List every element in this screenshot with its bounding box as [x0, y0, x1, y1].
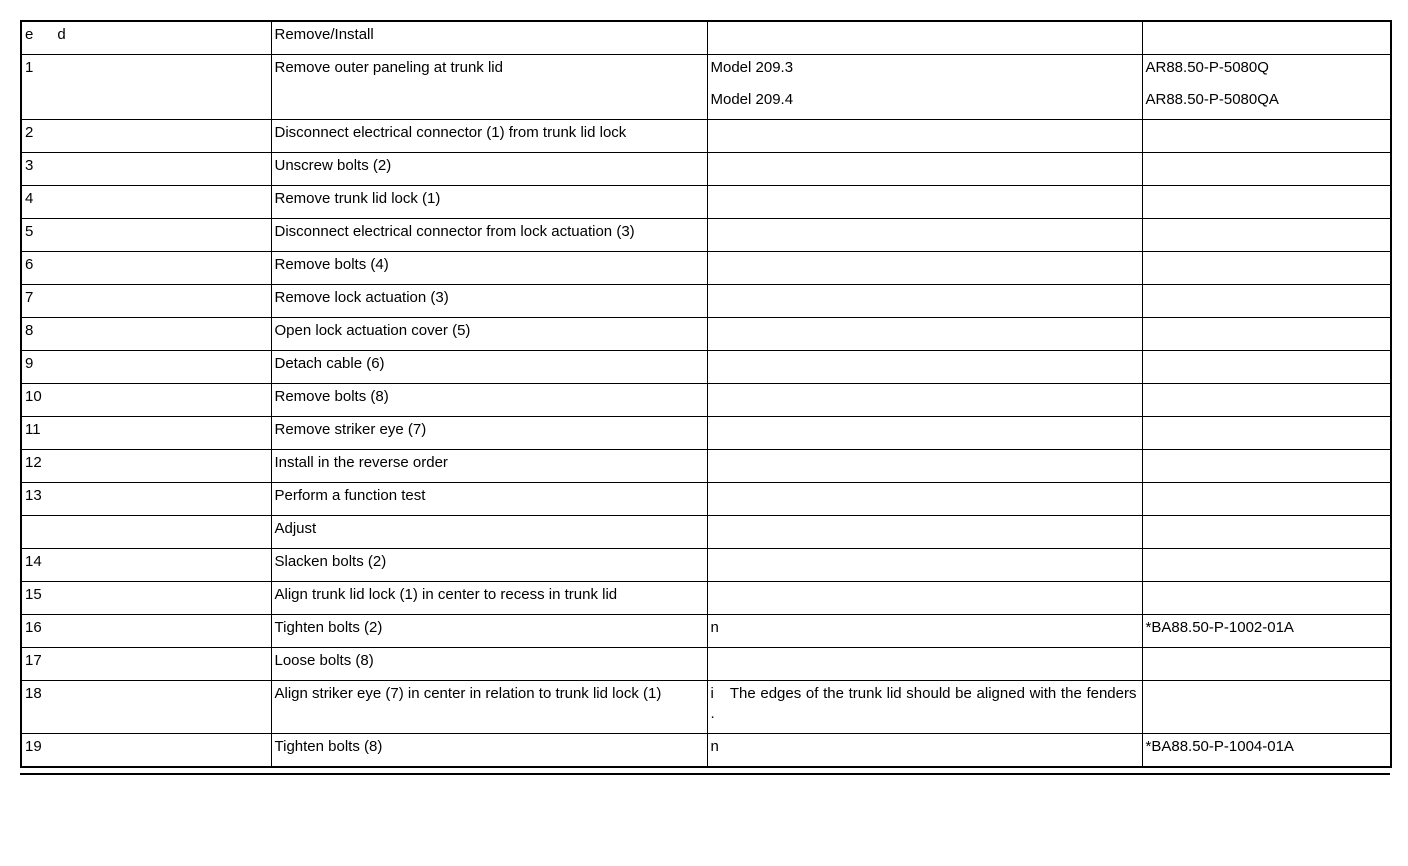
description-cell: Perform a function test: [271, 483, 707, 516]
reference-cell: [1142, 186, 1391, 219]
table-row: [21, 285, 1391, 318]
description-cell: Slacken bolts (2): [271, 549, 707, 582]
description-cell: Adjust: [271, 516, 707, 549]
description-cell: Disconnect electrical connector from lock actuation (3): [271, 219, 707, 252]
note-cell: [707, 318, 1142, 351]
description-cell: Remove lock actuation (3): [271, 285, 707, 318]
note-cell: [707, 55, 1142, 120]
reference-cell: [1142, 417, 1391, 450]
note-cell: [707, 285, 1142, 318]
table-row: [21, 417, 1391, 450]
description-cell: Remove bolts (8): [271, 384, 707, 417]
description-cell: Remove outer paneling at trunk lid: [271, 55, 707, 120]
reference-cell: [1142, 681, 1391, 734]
step-cell: [21, 21, 271, 55]
note-cell: [707, 450, 1142, 483]
step-number: 12: [25, 454, 42, 471]
step-number: 14: [25, 553, 42, 570]
step-cell: [21, 351, 271, 384]
procedure-table-body: [21, 21, 1391, 767]
description-cell: Remove trunk lid lock (1): [271, 186, 707, 219]
note-cell: [707, 153, 1142, 186]
step-cell: [21, 582, 271, 615]
note-cell: [707, 351, 1142, 384]
description-cell: Align trunk lid lock (1) in center to recess in trunk lid: [271, 582, 707, 615]
step-number: 16: [25, 619, 42, 636]
step-number: 1: [25, 59, 34, 76]
reference-cell: [1142, 252, 1391, 285]
note-symbol-icon: n: [710, 619, 719, 636]
reference-cell: [1142, 351, 1391, 384]
step-number: 2: [25, 124, 34, 141]
table-row: [21, 153, 1391, 186]
description-cell: Remove/Install: [271, 21, 707, 55]
note-cell: [707, 417, 1142, 450]
step-number: 10: [25, 388, 42, 405]
table-row: [21, 318, 1391, 351]
table-row: [21, 219, 1391, 252]
reference-cell: [1142, 450, 1391, 483]
table-row: [21, 582, 1391, 615]
note-symbol-icon: n: [710, 738, 719, 755]
description-cell: Install in the reverse order: [271, 450, 707, 483]
table-row: [21, 549, 1391, 582]
table-row: [21, 186, 1391, 219]
note-cell: [707, 734, 1142, 768]
header-symbol-icon: e: [25, 26, 34, 43]
step-cell: [21, 681, 271, 734]
note-cell: [707, 120, 1142, 153]
step-cell: [21, 516, 271, 549]
table-row: [21, 120, 1391, 153]
note-cell: [707, 21, 1142, 55]
step-number: 11: [25, 421, 41, 438]
note-line: Model 209.4: [710, 91, 794, 108]
step-cell: [21, 384, 271, 417]
note-cell: [707, 615, 1142, 648]
table-row: [21, 483, 1391, 516]
step-number: 8: [25, 322, 34, 339]
note-cell: [707, 252, 1142, 285]
table-row: [21, 648, 1391, 681]
step-cell: [21, 252, 271, 285]
table-row: [21, 55, 1391, 120]
procedure-table: [20, 20, 1392, 768]
description-cell: Disconnect electrical connector (1) from trunk lid lock: [271, 120, 707, 153]
note-cell: [707, 516, 1142, 549]
step-cell: [21, 285, 271, 318]
reference-cell: [1142, 153, 1391, 186]
note-cell: [707, 549, 1142, 582]
reference-cell: [1142, 120, 1391, 153]
step-number: 9: [25, 355, 34, 372]
note-cell: [707, 681, 1142, 734]
step-cell: [21, 450, 271, 483]
step-number: 3: [25, 157, 34, 174]
step-cell: [21, 648, 271, 681]
reference-cell: [1142, 219, 1391, 252]
info-symbol-icon: i: [710, 685, 714, 702]
reference-cell: [1142, 582, 1391, 615]
description-cell: Detach cable (6): [271, 351, 707, 384]
reference-line: *BA88.50-P-1004-01A: [1145, 738, 1294, 755]
note-cell: [707, 648, 1142, 681]
description-cell: Remove bolts (4): [271, 252, 707, 285]
table-row: [21, 734, 1391, 768]
reference-cell: [1142, 483, 1391, 516]
table-row: [21, 21, 1391, 55]
description-cell: Remove striker eye (7): [271, 417, 707, 450]
description-cell: Align striker eye (7) in center in relation to trunk lid lock (1): [271, 681, 707, 734]
step-cell: [21, 549, 271, 582]
note-line: Model 209.3: [710, 59, 794, 76]
reference-cell: [1142, 549, 1391, 582]
note-cell: [707, 582, 1142, 615]
note-cell: [707, 219, 1142, 252]
step-number: 18: [25, 685, 42, 702]
reference-cell: [1142, 21, 1391, 55]
description-cell: Unscrew bolts (2): [271, 153, 707, 186]
step-cell: [21, 120, 271, 153]
step-cell: [21, 483, 271, 516]
step-number: 15: [25, 586, 42, 603]
reference-line: *BA88.50-P-1002-01A: [1145, 619, 1294, 636]
note-cell: [707, 483, 1142, 516]
table-row: [21, 615, 1391, 648]
step-cell: [21, 615, 271, 648]
description-cell: Tighten bolts (8): [271, 734, 707, 768]
reference-line: AR88.50-P-5080QA: [1145, 91, 1279, 108]
step-number: 7: [25, 289, 34, 306]
table-row: [21, 351, 1391, 384]
step-cell: [21, 186, 271, 219]
reference-cell: [1142, 285, 1391, 318]
reference-line: AR88.50-P-5080Q: [1145, 59, 1269, 76]
table-row: [21, 384, 1391, 417]
reference-cell: [1142, 516, 1391, 549]
step-cell: [21, 734, 271, 768]
footer-rule: [20, 773, 1390, 775]
step-cell: [21, 219, 271, 252]
table-row: [21, 450, 1391, 483]
reference-cell: [1142, 648, 1391, 681]
table-row: [21, 516, 1391, 549]
reference-cell: [1142, 318, 1391, 351]
step-cell: [21, 417, 271, 450]
table-row: [21, 252, 1391, 285]
step-number: 6: [25, 256, 34, 273]
info-note: [711, 684, 1137, 724]
table-row: [21, 681, 1391, 734]
step-number: 5: [25, 223, 34, 240]
description-cell: Loose bolts (8): [271, 648, 707, 681]
step-number: 4: [25, 190, 34, 207]
reference-cell: [1142, 55, 1391, 120]
note-cell: [707, 186, 1142, 219]
step-number: 17: [25, 652, 42, 669]
reference-cell: [1142, 615, 1391, 648]
step-cell: [21, 318, 271, 351]
step-cell: [21, 153, 271, 186]
step-number: 19: [25, 738, 42, 755]
header-symbol-icon: d: [57, 26, 66, 43]
note-cell: [707, 384, 1142, 417]
reference-cell: [1142, 734, 1391, 768]
step-cell: [21, 55, 271, 120]
note-text: The edges of the trunk lid should be aligned with the fenders .: [710, 685, 1137, 722]
description-cell: Open lock actuation cover (5): [271, 318, 707, 351]
step-number: 13: [25, 487, 42, 504]
reference-cell: [1142, 384, 1391, 417]
description-cell: Tighten bolts (2): [271, 615, 707, 648]
